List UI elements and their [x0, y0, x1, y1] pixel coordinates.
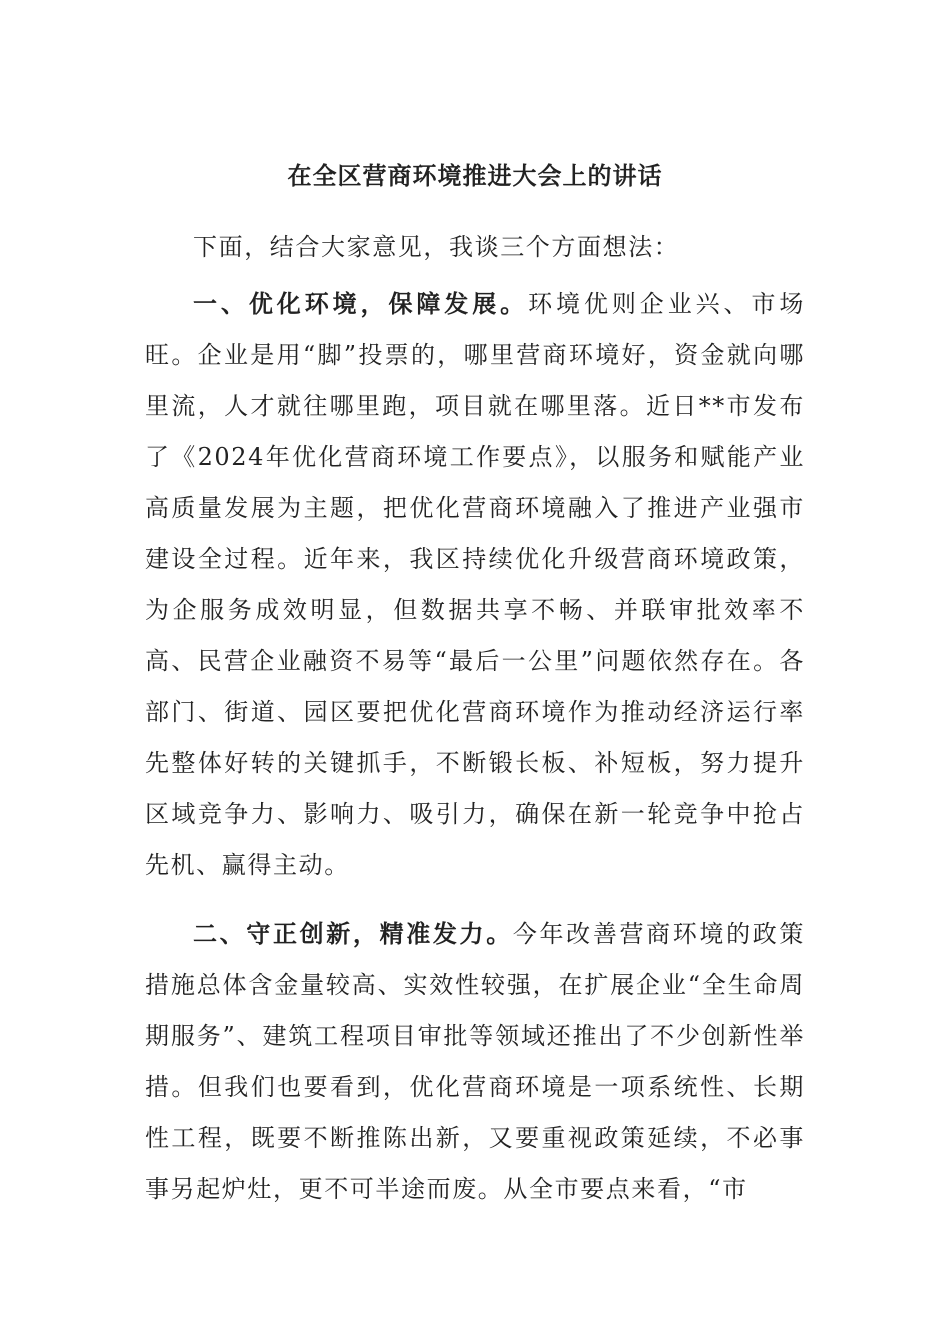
- section-1-body: 环境优则企业兴、市场旺。企业是用“脚”投票的，哪里营商环境好，资金就向哪里流，人才就往哪里跑，项目就在哪里落。近日**市发布了《2024年优化营商环境工作要点》，以服务和赋能产业高质量发展为主题，把优化营商环境融入了推进产业强市建设全过程。近年来，我区持续优化升级营商环境政策，为企服务成效明显，但数据共享不畅、并联审批效率不高、民营企业融资不易等“最后一公里”问题依然存在。各部门、街道、园区要把优化营商环境作为推动经济运行率先整体好转的关键抓手，不断锻长板、补短板，努力提升区域竞争力、影响力、吸引力，确保在新一轮竞争中抢占先机、赢得主动。: [145, 290, 806, 879]
- document-body: [145, 222, 805, 1215]
- section-2-paragraph: [145, 908, 805, 1215]
- document-title: 在全区营商环境推进大会上的讲话: [287, 161, 663, 190]
- section-2-body: 今年改善营商环境的政策措施总体含金量较高、实效性较强，在扩展企业“全生命周期服务”、建筑工程项目审批等领域还推出了不少创新性举措。但我们也要看到，优化营商环境是一项系统性、长期性工程，既要不断推陈出新，又要重视政策延续，不必事事另起炉灶，更不可半途而废。从全市要点来看，“市: [145, 920, 805, 1203]
- intro-paragraph: 下面，结合大家意见，我谈三个方面想法：: [193, 233, 680, 261]
- section-1-paragraph: [145, 278, 805, 891]
- section-2-heading: 二、守正创新，精准发力。: [193, 919, 513, 948]
- section-1-heading: 一、优化环境，保障发展。: [193, 289, 529, 318]
